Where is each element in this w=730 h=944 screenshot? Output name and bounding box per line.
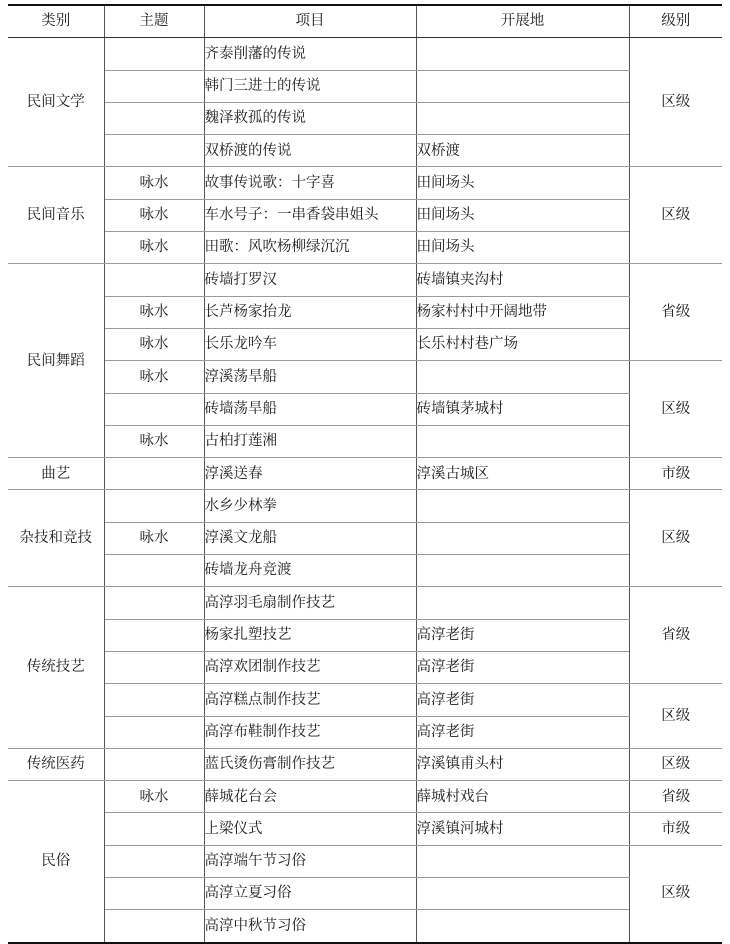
category-cell: 传统医药 xyxy=(8,748,104,780)
theme-cell xyxy=(104,458,204,490)
place-cell xyxy=(416,845,629,877)
header-theme: 主题 xyxy=(104,5,204,38)
theme-cell xyxy=(104,490,204,522)
header-item: 项目 xyxy=(204,5,416,38)
place-cell xyxy=(416,587,629,619)
place-cell: 淳溪镇甫头村 xyxy=(416,748,629,780)
item-cell: 淳溪送春 xyxy=(204,458,416,490)
level-cell: 省级 xyxy=(629,781,722,813)
theme-cell xyxy=(104,264,204,296)
place-cell xyxy=(416,910,629,943)
item-cell: 杨家扎塑技艺 xyxy=(204,619,416,651)
place-cell xyxy=(416,102,629,134)
table-row xyxy=(8,199,722,231)
item-cell: 长芦杨家抬龙 xyxy=(204,296,416,328)
item-cell: 高淳欢团制作技艺 xyxy=(204,651,416,683)
place-cell: 高淳老街 xyxy=(416,619,629,651)
item-cell: 淳溪荡旱船 xyxy=(204,361,416,393)
theme-cell xyxy=(104,910,204,943)
theme-cell xyxy=(104,651,204,683)
theme-cell: 咏水 xyxy=(104,199,204,231)
place-cell xyxy=(416,38,629,70)
table-row xyxy=(8,651,722,683)
item-cell: 车水号子：一串香袋串姐头 xyxy=(204,199,416,231)
theme-cell: 咏水 xyxy=(104,296,204,328)
item-cell: 魏泽救孤的传说 xyxy=(204,102,416,134)
theme-cell xyxy=(104,619,204,651)
place-cell: 高淳老街 xyxy=(416,651,629,683)
theme-cell xyxy=(104,555,204,587)
table-row xyxy=(8,102,722,134)
theme-cell xyxy=(104,38,204,70)
table-row xyxy=(8,748,722,780)
category-cell: 民俗 xyxy=(8,781,104,943)
place-cell: 杨家村村中开阔地带 xyxy=(416,296,629,328)
level-cell: 省级 xyxy=(629,587,722,684)
table-row xyxy=(8,296,722,328)
theme-cell xyxy=(104,587,204,619)
item-cell: 水乡少林拳 xyxy=(204,490,416,522)
place-cell xyxy=(416,522,629,554)
place-cell: 淳溪古城区 xyxy=(416,458,629,490)
table-row xyxy=(8,38,722,70)
level-cell: 区级 xyxy=(629,490,722,587)
table-row xyxy=(8,458,722,490)
item-cell: 高淳糕点制作技艺 xyxy=(204,684,416,716)
table-header-row xyxy=(8,5,722,38)
level-cell: 区级 xyxy=(629,38,722,167)
level-cell: 区级 xyxy=(629,684,722,749)
place-cell xyxy=(416,361,629,393)
item-cell: 长乐龙吟车 xyxy=(204,328,416,360)
item-cell: 双桥渡的传说 xyxy=(204,135,416,167)
theme-cell: 咏水 xyxy=(104,425,204,457)
table-row xyxy=(8,587,722,619)
place-cell xyxy=(416,878,629,910)
item-cell: 高淳布鞋制作技艺 xyxy=(204,716,416,748)
table-row xyxy=(8,361,722,393)
category-cell: 民间文学 xyxy=(8,38,104,167)
level-cell: 市级 xyxy=(629,458,722,490)
level-cell: 区级 xyxy=(629,167,722,264)
header-place: 开展地 xyxy=(416,5,629,38)
theme-cell xyxy=(104,102,204,134)
table-row xyxy=(8,135,722,167)
item-cell: 淳溪文龙船 xyxy=(204,522,416,554)
category-cell: 民间舞蹈 xyxy=(8,264,104,458)
place-cell: 高淳老街 xyxy=(416,716,629,748)
theme-cell: 咏水 xyxy=(104,361,204,393)
place-cell xyxy=(416,490,629,522)
theme-cell xyxy=(104,845,204,877)
item-cell: 田歌：风吹杨柳绿沉沉 xyxy=(204,232,416,264)
table-row xyxy=(8,845,722,877)
item-cell: 高淳端午节习俗 xyxy=(204,845,416,877)
place-cell: 田间场头 xyxy=(416,232,629,264)
item-cell: 古柏打莲湘 xyxy=(204,425,416,457)
theme-cell xyxy=(104,70,204,102)
level-cell: 区级 xyxy=(629,361,722,458)
table-row xyxy=(8,555,722,587)
place-cell: 薛城村戏台 xyxy=(416,781,629,813)
table-row xyxy=(8,619,722,651)
item-cell: 高淳立夏习俗 xyxy=(204,878,416,910)
table-row xyxy=(8,490,722,522)
table-row xyxy=(8,425,722,457)
item-cell: 砖墙龙舟竞渡 xyxy=(204,555,416,587)
category-cell: 杂技和竞技 xyxy=(8,490,104,587)
category-cell: 民间音乐 xyxy=(8,167,104,264)
place-cell: 田间场头 xyxy=(416,167,629,199)
level-cell: 市级 xyxy=(629,813,722,845)
place-cell: 高淳老街 xyxy=(416,684,629,716)
category-cell: 曲艺 xyxy=(8,458,104,490)
item-cell: 高淳羽毛扇制作技艺 xyxy=(204,587,416,619)
category-cell: 传统技艺 xyxy=(8,587,104,748)
level-cell: 省级 xyxy=(629,264,722,361)
place-cell: 双桥渡 xyxy=(416,135,629,167)
theme-cell xyxy=(104,878,204,910)
theme-cell xyxy=(104,135,204,167)
table-row xyxy=(8,264,722,296)
table-row xyxy=(8,328,722,360)
table-row xyxy=(8,522,722,554)
place-cell xyxy=(416,555,629,587)
place-cell: 长乐村村巷广场 xyxy=(416,328,629,360)
table-row xyxy=(8,813,722,845)
table-row xyxy=(8,716,722,748)
theme-cell: 咏水 xyxy=(104,167,204,199)
table-row xyxy=(8,781,722,813)
table-row xyxy=(8,910,722,943)
place-cell xyxy=(416,70,629,102)
theme-cell: 咏水 xyxy=(104,328,204,360)
place-cell xyxy=(416,425,629,457)
theme-cell xyxy=(104,748,204,780)
theme-cell: 咏水 xyxy=(104,232,204,264)
level-cell: 区级 xyxy=(629,748,722,780)
table-row xyxy=(8,167,722,199)
item-cell: 砖墙打罗汉 xyxy=(204,264,416,296)
place-cell: 田间场头 xyxy=(416,199,629,231)
header-category: 类别 xyxy=(8,5,104,38)
theme-cell xyxy=(104,716,204,748)
theme-cell xyxy=(104,393,204,425)
table-row xyxy=(8,232,722,264)
item-cell: 故事传说歌：十字喜 xyxy=(204,167,416,199)
table-row xyxy=(8,70,722,102)
level-cell: 区级 xyxy=(629,845,722,942)
theme-cell: 咏水 xyxy=(104,522,204,554)
theme-cell: 咏水 xyxy=(104,781,204,813)
heritage-document xyxy=(8,4,722,944)
heritage-table xyxy=(8,4,722,944)
item-cell: 蓝氏烫伤膏制作技艺 xyxy=(204,748,416,780)
theme-cell xyxy=(104,813,204,845)
place-cell: 砖墙镇茅城村 xyxy=(416,393,629,425)
theme-cell xyxy=(104,684,204,716)
table-row xyxy=(8,878,722,910)
table-row xyxy=(8,684,722,716)
item-cell: 上梁仪式 xyxy=(204,813,416,845)
table-row xyxy=(8,393,722,425)
item-cell: 薛城花台会 xyxy=(204,781,416,813)
item-cell: 韩门三进士的传说 xyxy=(204,70,416,102)
header-level: 级别 xyxy=(629,5,722,38)
item-cell: 高淳中秋节习俗 xyxy=(204,910,416,943)
place-cell: 淳溪镇河城村 xyxy=(416,813,629,845)
place-cell: 砖墙镇夹沟村 xyxy=(416,264,629,296)
item-cell: 砖墙荡旱船 xyxy=(204,393,416,425)
item-cell: 齐泰削藩的传说 xyxy=(204,38,416,70)
